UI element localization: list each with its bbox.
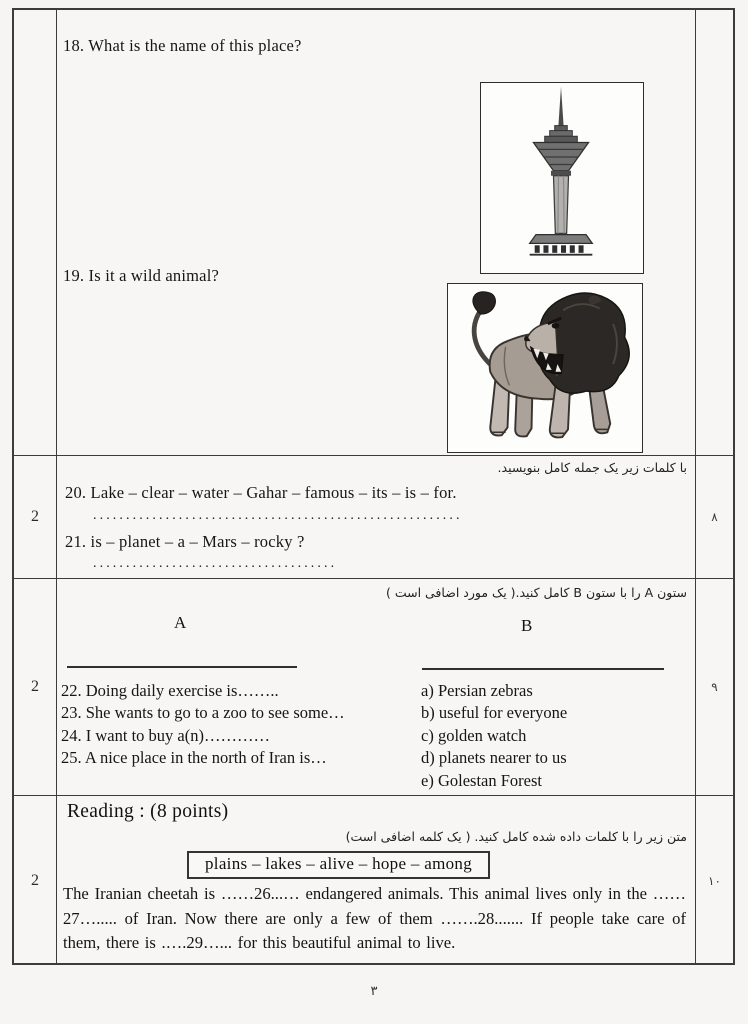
- matching-instruction-farsi: ستون A را با ستون B کامل کنید.( یک مورد اضافی است ): [385, 585, 687, 600]
- matching-option-a: a) Persian zebras: [421, 681, 533, 700]
- content-reading: [57, 796, 695, 965]
- exam-table: [12, 8, 735, 965]
- matching-option-b: b) useful for everyone: [421, 703, 568, 723]
- reading-passage: The Iranian cheetah is ……26...… endangered animals. This animal lives only in the ……27…..... of Iran. Now there are only a few of them …….28....... If people take care of them, there is .….29…... for this beautiful animal to live.: [63, 884, 686, 952]
- section-questions-18-19: [14, 10, 733, 455]
- section-sentence-writing: [14, 455, 733, 578]
- answer-line-20: ........................................................: [93, 508, 463, 523]
- matching-option-d: d) planets nearer to us: [421, 748, 567, 768]
- column-b-underline: [422, 668, 664, 670]
- matching-item-22: 22. Doing daily exercise is……..: [61, 681, 279, 700]
- writing-instruction-farsi: با کلمات زیر یک جمله کامل بنویسید.: [497, 460, 687, 475]
- score-reading: 2: [14, 796, 57, 965]
- margin-number-reading: ١٠: [695, 796, 733, 965]
- page-number: ٣: [370, 984, 378, 999]
- section-matching: [14, 578, 733, 795]
- matching-item-23: 23. She wants to go to a zoo to see some…: [61, 703, 345, 723]
- matching-items: [61, 680, 345, 770]
- matching-options: [421, 680, 567, 792]
- margin-number-empty: [695, 10, 733, 455]
- score-matching: 2: [14, 579, 57, 795]
- roaring-lion-illustration: [448, 284, 640, 450]
- column-b-header: B: [521, 616, 533, 635]
- question-19: 19. Is it a wild animal?: [63, 266, 220, 285]
- matching-item-24: 24. I want to buy a(n)…………: [61, 725, 270, 745]
- section-reading: [14, 795, 733, 965]
- question-18: 18. What is the name of this place?: [63, 36, 302, 55]
- matching-item-25: 25. A nice place in the north of Iran is…: [61, 748, 327, 768]
- reading-instruction-farsi: متن زیر را با کلمات داده شده کامل کنید. ( یک کلمه اضافی است): [345, 829, 687, 844]
- matching-option-e: e) Golestan Forest: [421, 770, 542, 790]
- lion-image-box: [447, 283, 643, 453]
- margin-number-writing: ٨: [695, 456, 733, 578]
- answer-line-21: .....................................: [93, 556, 338, 571]
- matching-option-c: c) golden watch: [421, 725, 527, 745]
- milad-tower-illustration: [481, 83, 641, 271]
- column-a-underline: [67, 666, 297, 668]
- reading-title: Reading : (8 points): [67, 801, 229, 822]
- tower-image-box: [480, 82, 644, 274]
- content-matching: [57, 579, 695, 795]
- score-writing: 2: [14, 456, 57, 578]
- question-20: 20. Lake – clear – water – Gahar – famous – its – is – for.: [65, 483, 457, 502]
- word-bank-box: plains – lakes – alive – hope – among: [187, 851, 490, 879]
- margin-number-matching: ٩: [695, 579, 733, 795]
- column-a-header: A: [174, 613, 187, 632]
- score-cell-empty: [14, 10, 57, 455]
- content-q18-q19: [57, 10, 695, 455]
- content-writing: [57, 456, 695, 578]
- question-21: 21. is – planet – a – Mars – rocky ?: [65, 532, 305, 551]
